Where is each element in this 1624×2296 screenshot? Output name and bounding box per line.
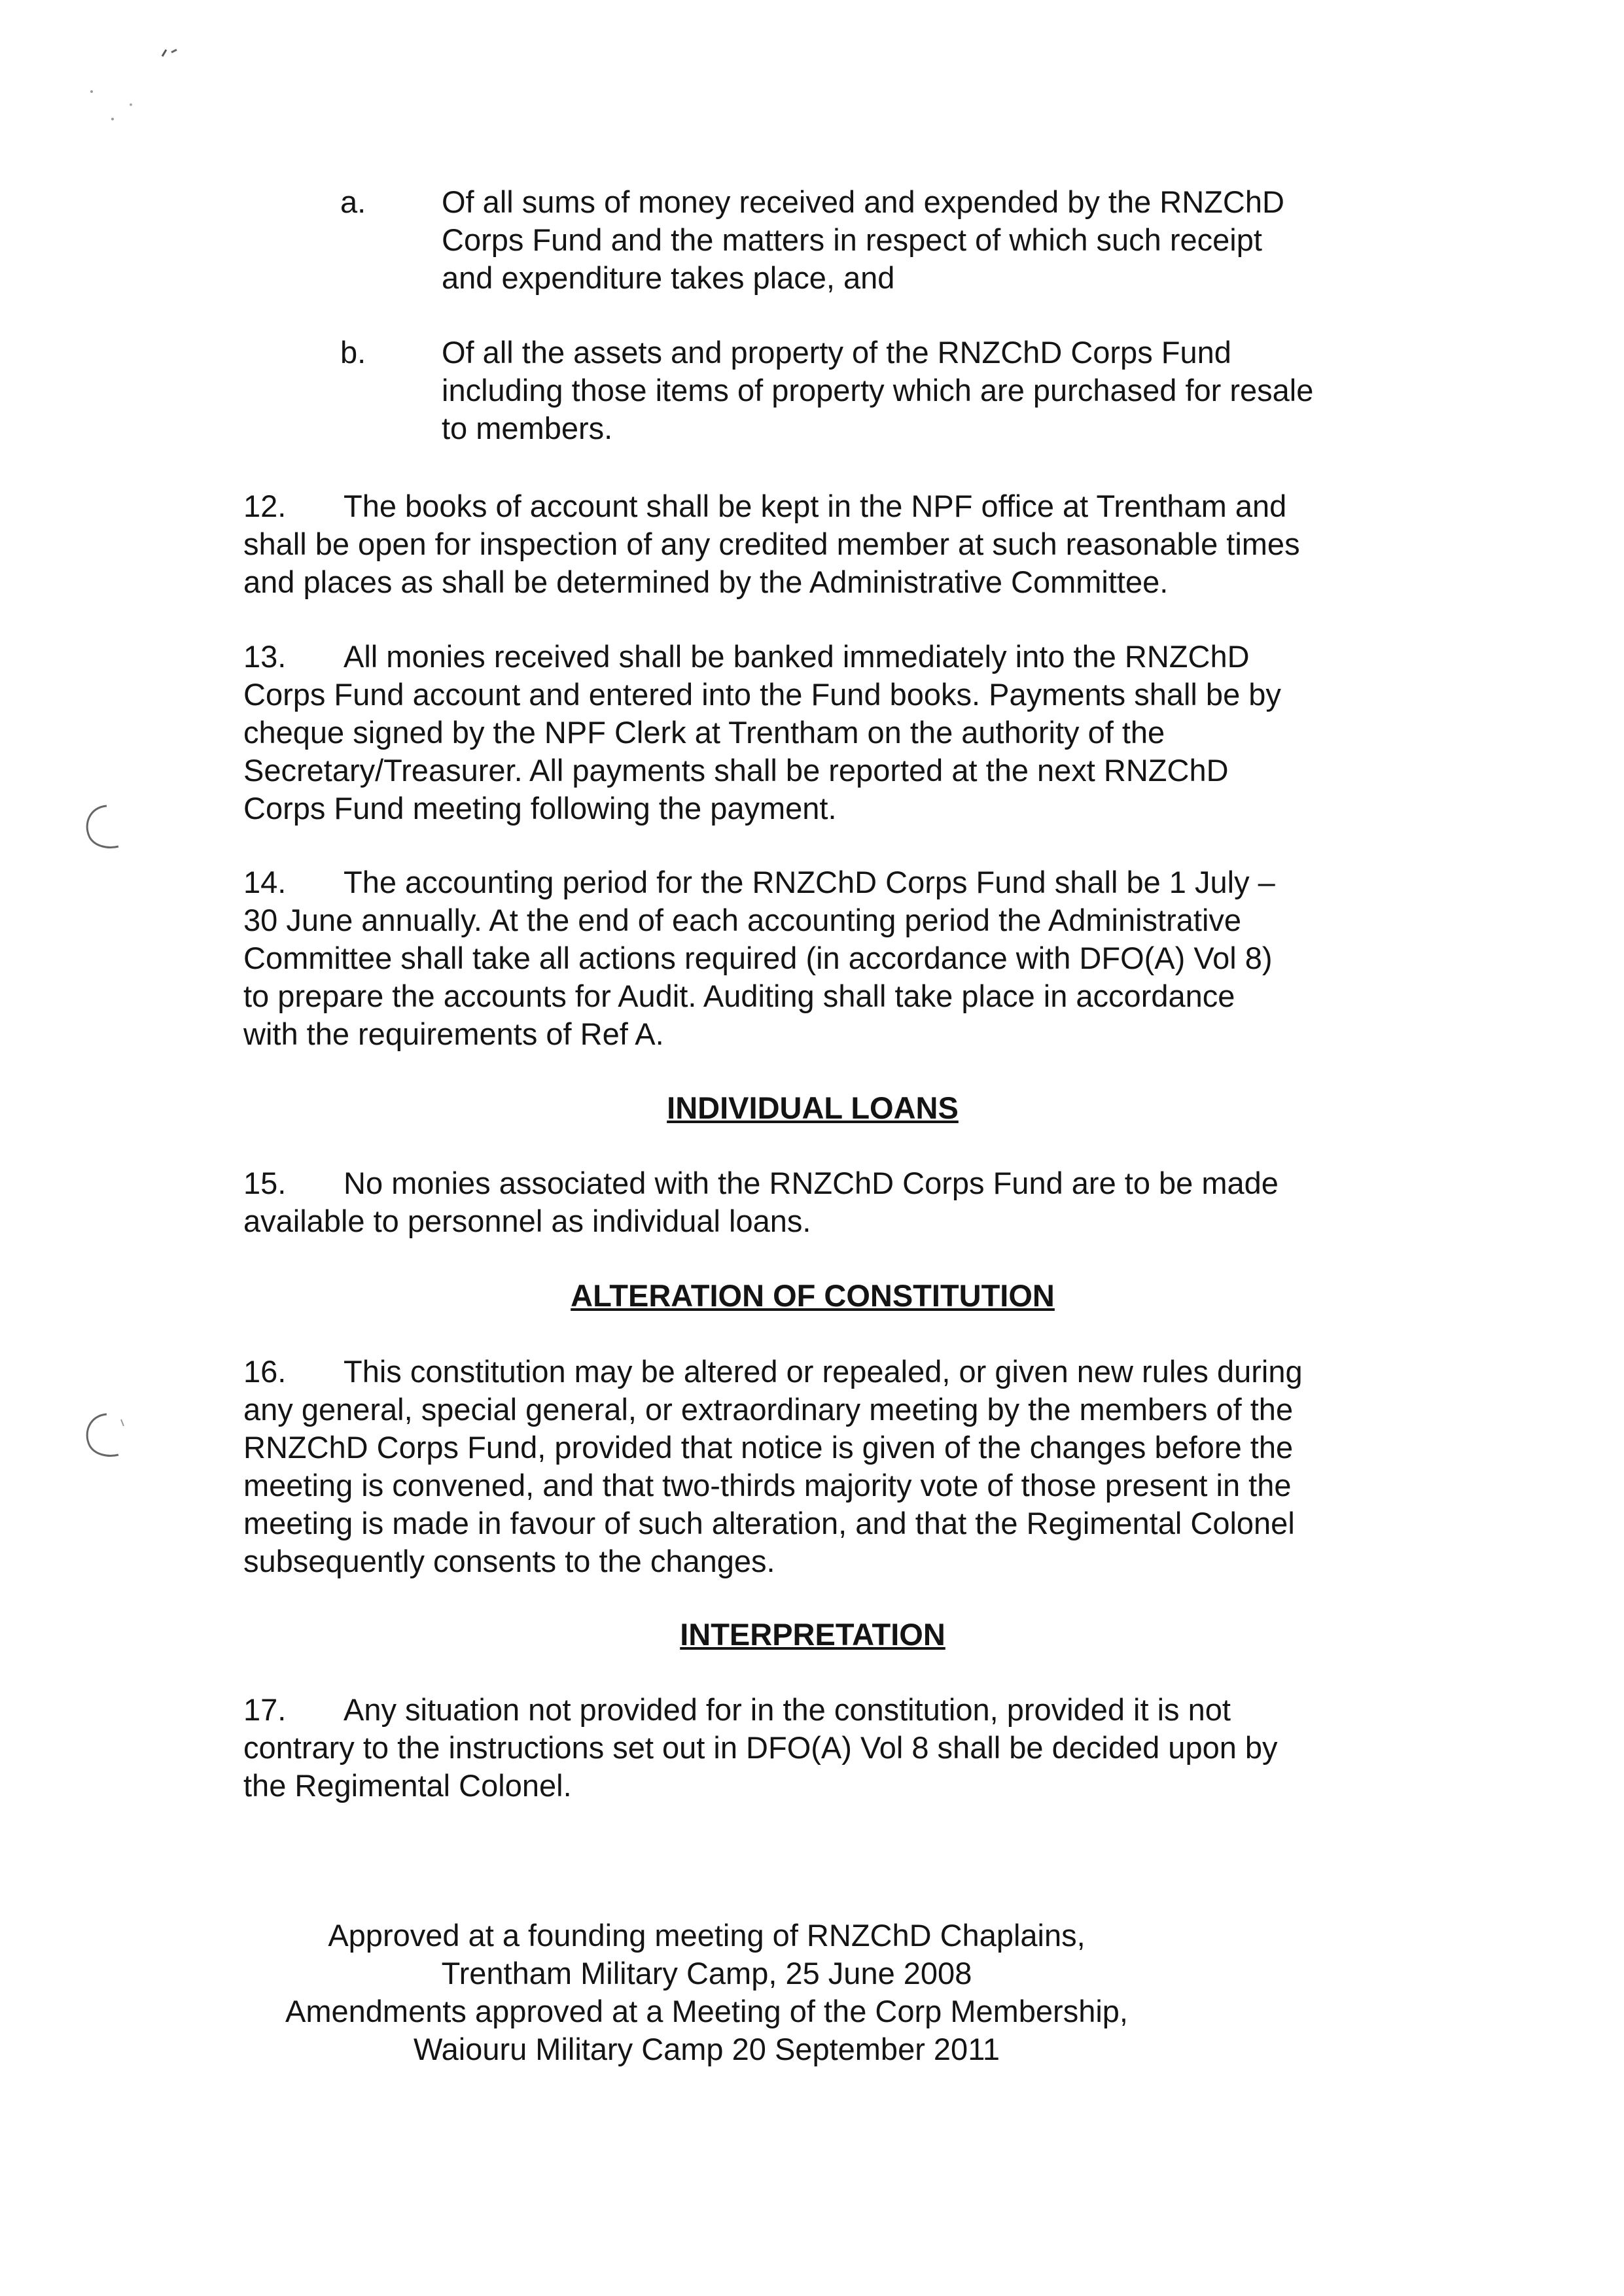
paragraph-number: 14. [243,865,287,899]
text-line-content: No monies associated with the RNZChD Corps Fund are to be made [344,1166,1279,1200]
punch-hole-lower [75,1406,134,1465]
text-line-content: Any situation not provided for in the constitution, provided it is not [344,1692,1231,1727]
text-line [243,863,1382,901]
text-line [243,638,1382,676]
item-text [442,183,1423,297]
scan-speck-marks [52,26,222,131]
paragraph-number: 12. [243,489,287,523]
heading-alteration-of-constitution: ALTERATION OF CONSTITUTION [571,1278,1055,1313]
text-line: including those items of property which are purchased for resale [442,373,1314,408]
paragraph-12 [243,487,1382,601]
heading-individual-loans: INDIVIDUAL LOANS [667,1090,959,1125]
paragraph-number: 16. [243,1354,287,1389]
paragraph-14 [243,863,1382,1053]
approval-line: Amendments approved at a Meeting of the Corp Membership, [285,1994,1128,2028]
text-line: to members. [442,411,613,445]
approval-line: Trentham Military Camp, 25 June 2008 [441,1956,972,1991]
text-line: shall be open for inspection of any credited member at such reasonable times [243,527,1300,561]
paragraph-number: 13. [243,639,287,674]
text-line: subsequently consents to the changes. [243,1544,775,1578]
text-line: Secretary/Treasurer. All payments shall be reported at the next RNZChD [243,753,1229,788]
approval-line: Waiouru Military Camp 20 September 2011 [413,2032,1000,2066]
item-letter: a. [340,184,366,219]
text-line: any general, special general, or extraordinary meeting by the members of the [243,1392,1294,1427]
paragraph-17 [243,1691,1382,1805]
text-line: cheque signed by the NPF Clerk at Trentham on the authority of the [243,715,1165,750]
text-line: available to personnel as individual loans. [243,1204,811,1238]
text-line: the Regimental Colonel. [243,1768,572,1803]
text-line: Committee shall take all actions required (in accordance with DFO(A) Vol 8) [243,941,1273,975]
text-line: and places as shall be determined by the Administrative Committee. [243,565,1169,599]
text-line: with the requirements of Ref A. [243,1017,664,1051]
text-line: meeting is convened, and that two-thirds majority vote of those present in the [243,1468,1292,1503]
text-line: Corps Fund and the matters in respect of which such receipt [442,222,1262,257]
text-line: to prepare the accounts for Audit. Auditing shall take place in accordance [243,979,1235,1013]
paragraph-number: 15. [243,1166,287,1200]
text-line: meeting is made in favour of such alteration, and that the Regimental Colonel [243,1506,1295,1540]
text-line-content: This constitution may be altered or repealed, or given new rules during [344,1354,1303,1389]
paragraph-15 [243,1164,1382,1240]
paragraph-number: 17. [243,1692,287,1727]
text-line [243,1353,1382,1391]
text-line [243,1691,1382,1729]
approval-line: Approved at a founding meeting of RNZChD Chaplains, [328,1918,1086,1953]
text-line: Of all sums of money received and expended by the RNZChD [442,184,1284,219]
item-letter: b. [340,335,366,370]
text-line [243,1164,1382,1202]
text-line: and expenditure takes place, and [442,260,895,295]
text-line: Of all the assets and property of the RNZChD Corps Fund [442,335,1231,370]
heading-interpretation: INTERPRETATION [680,1617,945,1652]
text-line: 30 June annually. At the end of each accounting period the Administrative [243,903,1242,937]
text-line: Corps Fund account and entered into the Fund books. Payments shall be by [243,677,1281,712]
text-line: RNZChD Corps Fund, provided that notice is given of the changes before the [243,1430,1294,1465]
paragraph-16 [243,1353,1382,1580]
text-line-content: All monies received shall be banked immediately into the RNZChD [344,639,1250,674]
text-line-content: The books of account shall be kept in the NPF office at Trentham and [344,489,1287,523]
approval-note [196,1917,1217,2068]
text-line [243,487,1382,525]
item-text [442,334,1423,447]
paragraph-13 [243,638,1382,827]
text-line: contrary to the instructions set out in DFO(A) Vol 8 shall be decided upon by [243,1730,1278,1765]
text-line-content: The accounting period for the RNZChD Corps Fund shall be 1 July – [344,865,1275,899]
punch-hole-upper [75,798,134,857]
text-line: Corps Fund meeting following the payment. [243,791,837,826]
